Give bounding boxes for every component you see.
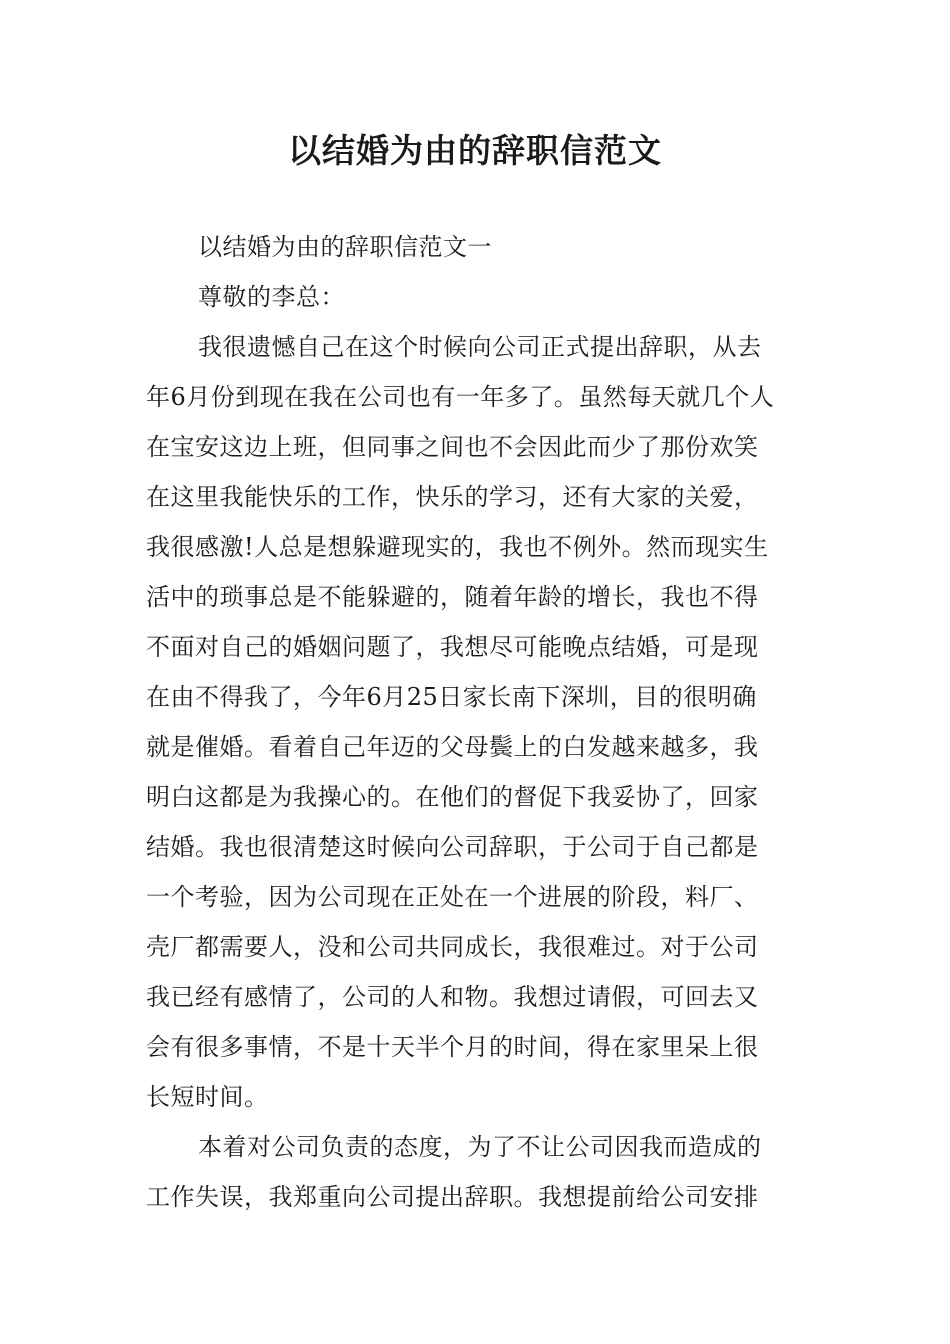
- paragraph-line: 在这里我能快乐的工作，快乐的学习，还有大家的关爱，: [146, 483, 759, 511]
- paragraph-line: 活中的琐事总是不能躲避的，随着年龄的增长，我也不得: [146, 583, 759, 611]
- paragraph-line: 就是催婚。看着自己年迈的父母鬓上的白发越来越多，我: [146, 733, 759, 761]
- paragraph-line: 明白这都是为我操心的。在他们的督促下我妥协了，回家: [146, 783, 759, 811]
- paragraph-line: 我很遗憾自己在这个时候向公司正式提出辞职，从去: [198, 333, 762, 361]
- paragraph-line: 工作失误，我郑重向公司提出辞职。我想提前给公司安排: [146, 1183, 759, 1211]
- paragraph-line: 不面对自己的婚姻问题了，我想尽可能晚点结婚，可是现: [146, 633, 759, 661]
- paragraph-line: 长短时间。: [146, 1083, 269, 1111]
- paragraph-line: 在宝安这边上班，但同事之间也不会因此而少了那份欢笑: [146, 433, 759, 461]
- paragraph-line: 一个考验，因为公司现在正处在一个进展的阶段，料厂、: [146, 883, 759, 911]
- paragraph-line: 会有很多事情，不是十天半个月的时间，得在家里呆上很: [146, 1033, 759, 1061]
- document-body: [146, 222, 808, 1222]
- paragraph-line: 结婚。我也很清楚这时候向公司辞职，于公司于自己都是: [146, 833, 759, 861]
- paragraph-line: 在由不得我了，今年6月25日家长南下深圳，目的很明确: [146, 683, 757, 711]
- paragraph-line: 壳厂都需要人，没和公司共同成长，我很难过。对于公司: [146, 933, 759, 961]
- paragraph-2: [146, 1122, 808, 1222]
- paragraph-line: 我很感激!人总是想躲避现实的，我也不例外。然而现实生: [146, 533, 769, 561]
- document-title: 以结婚为由的辞职信范文: [288, 131, 662, 170]
- paragraph-1: [146, 322, 808, 1122]
- paragraph-line: 本着对公司负责的态度，为了不让公司因我而造成的: [198, 1133, 762, 1161]
- paragraph-line: 我已经有感情了，公司的人和物。我想过请假，可回去又: [146, 983, 759, 1011]
- subheading: 以结婚为由的辞职信范文一: [198, 233, 492, 261]
- salutation: 尊敬的李总：: [198, 283, 345, 311]
- paragraph-line: 年6月份到现在我在公司也有一年多了。虽然每天就几个人: [146, 383, 775, 411]
